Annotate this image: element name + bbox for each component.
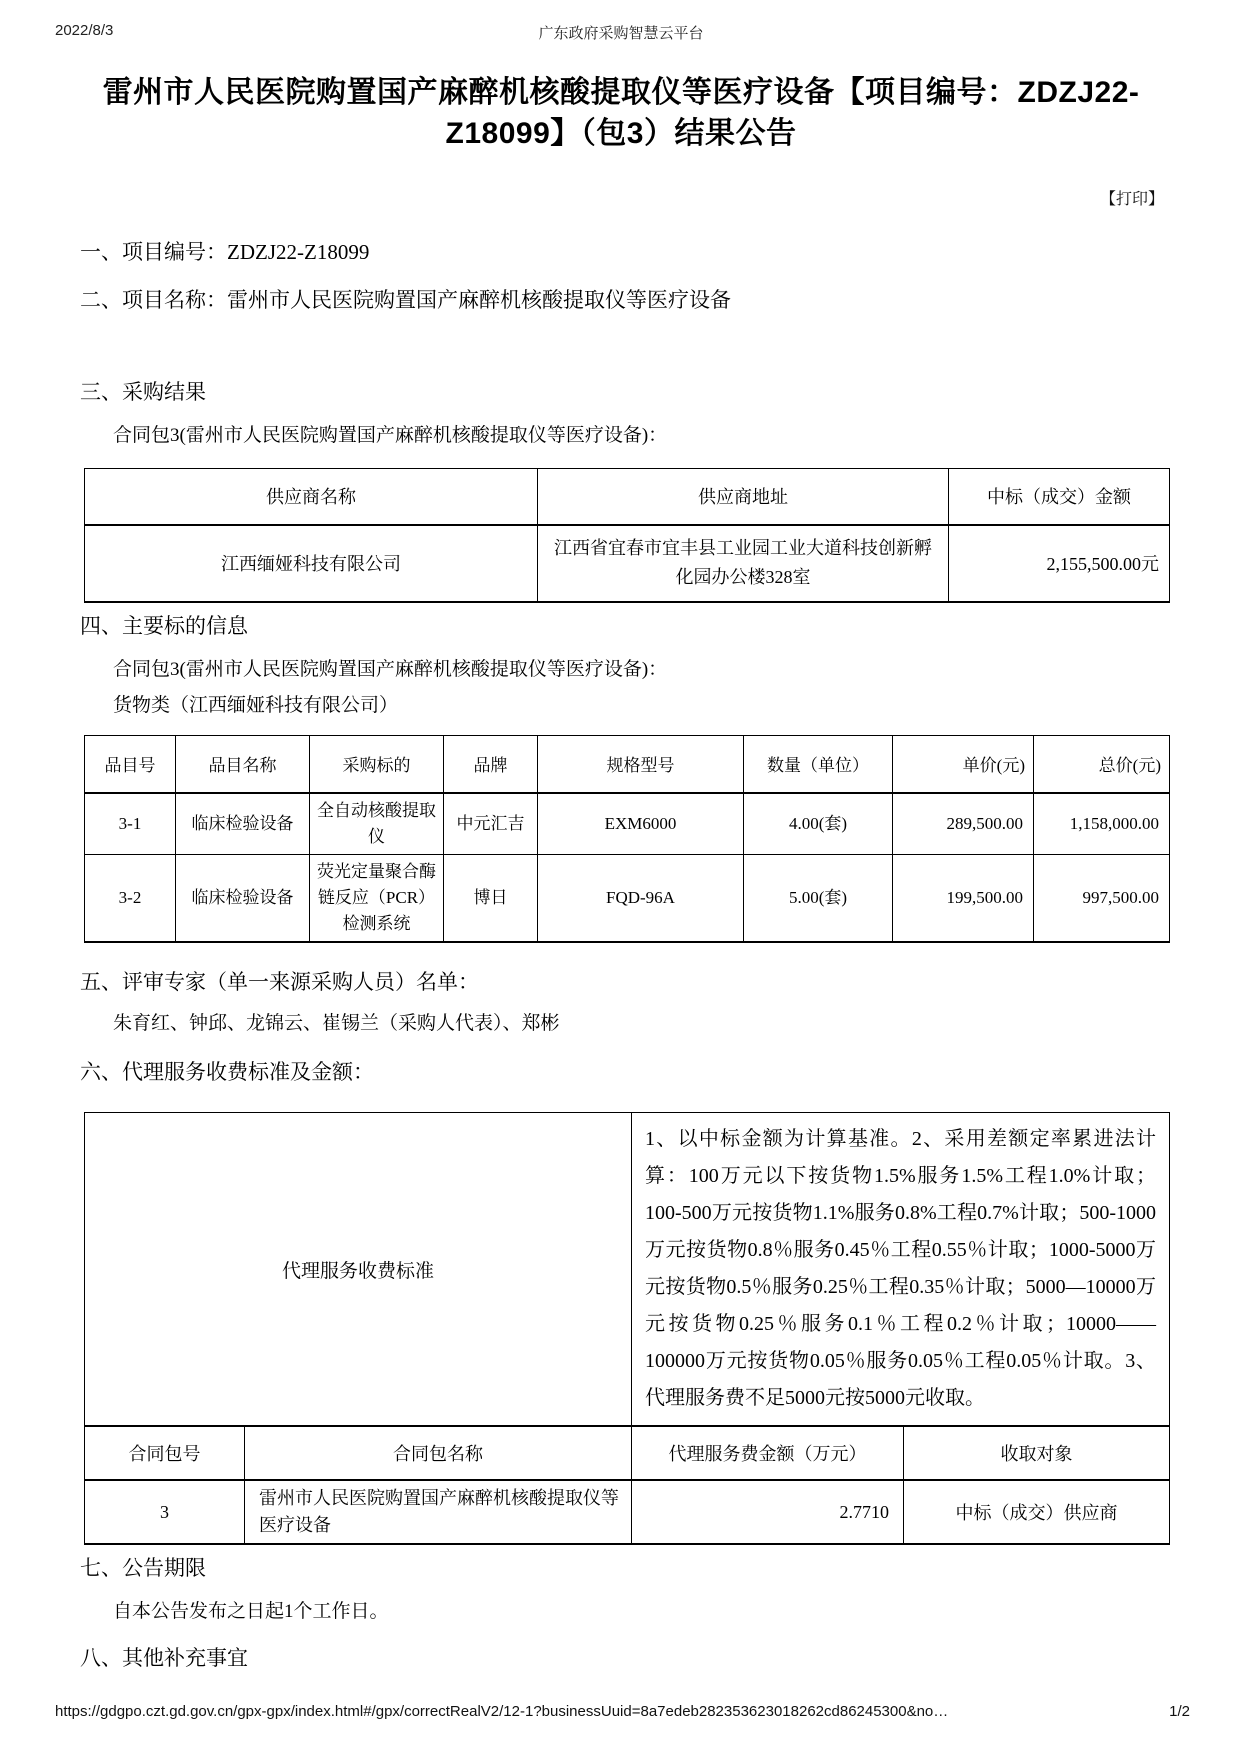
column-header-total-price: 总价(元) — [1034, 736, 1170, 793]
supplier-name-cell: 江西缅娅科技有限公司 — [85, 525, 538, 602]
items-table-row — [85, 854, 1170, 942]
expert-names: 朱育红、钟邱、龙锦云、崔锡兰（采购人代表）、郑彬 — [113, 1013, 560, 1034]
item-no-cell: 3-1 — [85, 793, 176, 855]
section-3-heading: 三、采购结果 — [80, 380, 206, 404]
document-title — [72, 72, 1170, 154]
fee-standard-row — [85, 1113, 1170, 1427]
supplier-table — [84, 468, 1170, 603]
supplier-table-row — [85, 525, 1170, 602]
section-5-heading: 五、评审专家（单一来源采购人员）名单： — [80, 970, 479, 994]
section-4-intro-2: 货物类（江西缅娅科技有限公司） — [113, 695, 399, 716]
agency-fee-table — [84, 1112, 1170, 1545]
column-header-award-amount: 中标（成交）金额 — [949, 469, 1170, 525]
section-4-intro-1: 合同包3(雷州市人民医院购置国产麻醉机核酸提取仪等医疗设备)： — [113, 659, 668, 680]
package-no-cell: 3 — [85, 1480, 245, 1544]
award-amount-cell: 2,155,500.00元 — [949, 525, 1170, 602]
fee-table-header-row — [85, 1426, 1170, 1480]
column-header-supplier-address: 供应商地址 — [538, 469, 949, 525]
item-name-cell: 临床检验设备 — [176, 854, 310, 942]
column-header-item-no: 品目号 — [85, 736, 176, 793]
total-price-cell: 1,158,000.00 — [1034, 793, 1170, 855]
column-header-supplier-name: 供应商名称 — [85, 469, 538, 525]
package-name-cell: 雷州市人民医院购置国产麻醉机核酸提取仪等医疗设备 — [245, 1480, 632, 1544]
supplier-address-cell: 江西省宜春市宜丰县工业园工业大道科技创新孵化园办公楼328室 — [538, 525, 949, 602]
quantity-cell: 5.00(套) — [744, 854, 893, 942]
procurement-target-cell: 全自动核酸提取仪 — [310, 793, 444, 855]
model-cell: EXM6000 — [538, 793, 744, 855]
brand-cell: 博日 — [444, 854, 538, 942]
column-header-procurement-target: 采购标的 — [310, 736, 444, 793]
column-header-unit-price: 单价(元) — [893, 736, 1034, 793]
document-title-line-2: Z18099】（包3）结果公告 — [445, 117, 797, 150]
document-title-line-1: 雷州市人民医院购置国产麻醉机核酸提取仪等医疗设备【项目编号：ZDZJ22- — [102, 76, 1140, 109]
page-header-date: 2022/8/3 — [55, 22, 114, 39]
fee-standard-text-cell: 1、以中标金额为计算基准。2、采用差额定率累进法计算：100万元以下按货物1.5%服务1.5%工程1.0%计取；100-500万元按货物1.1%服务0.8%工程0.7%计取；500-1000万元按货物0.8％服务0.45％工程0.55％计取；1000-5000万元按货物0.5％服务0.25％工程0.35％计取；5000—10000万元按货物0.25％服务0.1％工程0.2％计取；10000——100000万元按货物0.05％服务0.05％工程0.05％计取。3、代理服务费不足5000元按5000元收取。 — [632, 1113, 1170, 1427]
supplier-table-header-row — [85, 469, 1170, 525]
column-header-payer: 收取对象 — [904, 1426, 1170, 1480]
brand-cell: 中元汇吉 — [444, 793, 538, 855]
section-2-heading: 二、项目名称：雷州市人民医院购置国产麻醉机核酸提取仪等医疗设备 — [80, 288, 731, 312]
print-button[interactable]: 【打印】 — [1100, 191, 1165, 208]
unit-price-cell: 199,500.00 — [893, 854, 1034, 942]
column-header-package-no: 合同包号 — [85, 1426, 245, 1480]
column-header-fee-amount: 代理服务费金额（万元） — [632, 1426, 904, 1480]
column-header-quantity: 数量（单位） — [744, 736, 893, 793]
column-header-package-name: 合同包名称 — [245, 1426, 632, 1480]
payer-cell: 中标（成交）供应商 — [904, 1480, 1170, 1544]
site-title: 广东政府采购智慧云平台 — [538, 25, 704, 42]
footer-url: https://gdgpo.czt.gd.gov.cn/gpx-gpx/index.html#/gpx/correctRealV2/12-1?businessUuid=8a7edeb282353623018262cd86245300&no… — [55, 1703, 949, 1720]
footer-page-indicator: 1/2 — [1169, 1703, 1190, 1720]
section-6-heading: 六、代理服务收费标准及金额： — [80, 1060, 374, 1084]
section-4-heading: 四、主要标的信息 — [80, 614, 248, 638]
model-cell: FQD-96A — [538, 854, 744, 942]
section-7-heading: 七、公告期限 — [80, 1556, 206, 1580]
column-header-brand: 品牌 — [444, 736, 538, 793]
quantity-cell: 4.00(套) — [744, 793, 893, 855]
section-8-heading: 八、其他补充事宜 — [80, 1646, 248, 1670]
items-table-row — [85, 793, 1170, 855]
item-no-cell: 3-2 — [85, 854, 176, 942]
procurement-target-cell: 荧光定量聚合酶链反应（PCR）检测系统 — [310, 854, 444, 942]
column-header-model: 规格型号 — [538, 736, 744, 793]
section-1-heading: 一、项目编号：ZDZJ22-Z18099 — [80, 240, 370, 264]
fee-table-row — [85, 1480, 1170, 1544]
fee-amount-cell: 2.7710 — [632, 1480, 904, 1544]
column-header-item-name: 品目名称 — [176, 736, 310, 793]
section-7-body: 自本公告发布之日起1个工作日。 — [113, 1601, 389, 1622]
fee-standard-label-cell: 代理服务收费标准 — [85, 1113, 632, 1427]
unit-price-cell: 289,500.00 — [893, 793, 1034, 855]
procurement-items-table — [84, 735, 1170, 943]
items-table-header-row — [85, 736, 1170, 793]
section-3-intro: 合同包3(雷州市人民医院购置国产麻醉机核酸提取仪等医疗设备)： — [113, 425, 668, 446]
item-name-cell: 临床检验设备 — [176, 793, 310, 855]
total-price-cell: 997,500.00 — [1034, 854, 1170, 942]
